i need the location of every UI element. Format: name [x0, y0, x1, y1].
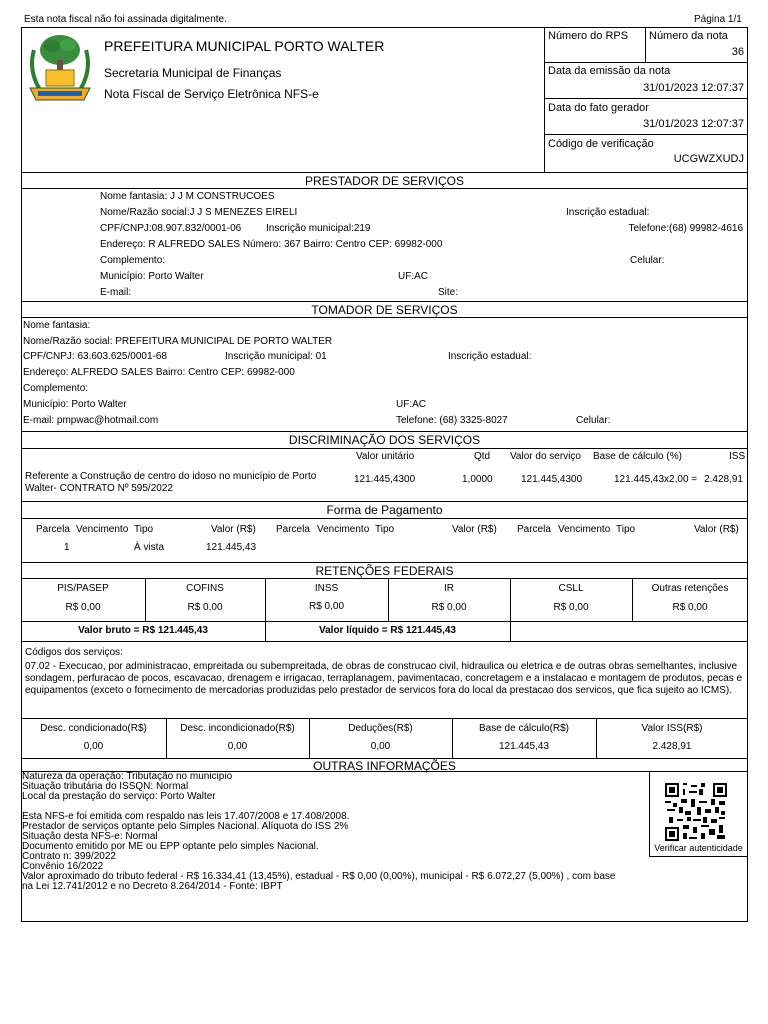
pag-h-valor-1: Valor (R$)	[211, 524, 256, 535]
tomador-uf: UF:AC	[396, 399, 426, 410]
tomador-complemento: Complemento:	[23, 383, 89, 394]
ret-csll-value: R$ 0,00	[553, 602, 589, 613]
col-valor-unitario: Valor unitário	[356, 451, 415, 462]
doc-type: Nota Fiscal de Serviço Eletrônica NFS-e	[104, 87, 319, 101]
tomador-title: TOMADOR DE SERVIÇOS	[311, 303, 458, 317]
outras-line: Situação desta NFS-e: Normal	[22, 831, 158, 842]
tomador-insc-estadual: Inscrição estadual:	[448, 351, 532, 362]
valor-bruto: Valor bruto = R$ 121.445,43	[78, 625, 208, 636]
page-number: Página 1/1	[694, 14, 742, 25]
ret-inss-label: INSS	[314, 583, 339, 594]
deducoes-value: 0,00	[370, 741, 391, 752]
nota-number: 36	[731, 46, 744, 58]
pag-tipo: À vista	[134, 542, 165, 553]
ret-cofins-label: COFINS	[186, 583, 224, 594]
prestador-celular: Celular:	[630, 255, 665, 266]
col-valor-servico: Valor do serviço	[510, 451, 581, 462]
tomador-endereco: Endereço: ALFREDO SALES Bairro: Centro CEP: 69982-000	[23, 367, 295, 378]
prestador-insc-municipal: Inscrição municipal:219	[266, 223, 371, 234]
retencoes-title: RETENÇÕES FEDERAIS	[315, 564, 454, 578]
sign-notice: Esta nota fiscal não foi assinada digitalmente.	[24, 14, 227, 25]
secretaria: Secretaria Municipal de Finanças	[104, 66, 282, 80]
valor-iss-value: 2.428,91	[652, 741, 692, 752]
pag-h-parcela-1: Parcela	[36, 524, 70, 535]
municipality-title: PREFEITURA MUNICIPAL PORTO WALTER	[104, 38, 385, 54]
prestador-telefone: Telefone:(68) 99982-4616	[628, 223, 743, 234]
pag-h-tipo-2: Tipo	[375, 524, 395, 535]
desc-condicionado-value: 0,00	[83, 741, 104, 752]
prestador-complemento: Complemento:	[100, 255, 166, 266]
servico-valor: 121.445,4300	[521, 474, 583, 485]
outras-line: Situação tributária do ISSQN: Normal	[22, 781, 189, 792]
qr-code[interactable]	[665, 783, 727, 841]
pag-h-valor-3: Valor (R$)	[694, 524, 739, 535]
codigo-label: Código de verificação	[548, 138, 654, 150]
outras-line: Esta NFS-e foi emitida com respaldo nas leis 17.407/2008 e 17.408/2008.	[22, 811, 350, 822]
valor-iss-label: Valor ISS(R$)	[641, 723, 703, 734]
tomador-cnpj: CPF/CNPJ: 63.603.625/0001-68	[23, 351, 167, 362]
servico-valor-unitario: 121.445,4300	[354, 474, 416, 485]
pag-h-tipo-3: Tipo	[616, 524, 636, 535]
ret-ir-value: R$ 0,00	[431, 602, 467, 613]
pag-h-vencimento-1: Vencimento	[76, 524, 129, 535]
ret-inss-value: R$ 0,00	[308, 601, 345, 612]
outras-title: OUTRAS INFORMAÇÕES	[313, 759, 456, 773]
pagamento-title: Forma de Pagamento	[326, 503, 443, 517]
outras-line: Contrato n: 399/2022	[22, 851, 116, 862]
nota-label: Número da nota	[649, 30, 728, 42]
codigos-text: 07.02 - Execucao, por administracao, empreitada ou subempreitada, de obras de construcao civil, hidraulica ou eletrica e de outras obras semelhantes, inclusive sondagem, perfuracao de pocos, escavacao, drenagem e irrigacao, terraplanagem, pavimentacao, concretagem e a instalacao e montagem de produtos, pecas e equipamentos (exceto o fornecimento de mercadorias produzidas pelo prestador de servicos fora do local da prestacao dos servicos, que fica sujeito ao ICMS).	[25, 661, 743, 696]
prestador-razao: Nome/Razão social:J J S MENEZES EIRELI	[100, 207, 298, 218]
outras-lines	[22, 772, 615, 892]
outras-line: Convênio 16/2022	[22, 861, 104, 872]
prestador-cnpj: CPF/CNPJ:08.907.832/0001-06	[100, 223, 242, 234]
pag-h-parcela-3: Parcela	[517, 524, 551, 535]
desc-incondicionado-value: 0,00	[227, 741, 248, 752]
ret-outras-label: Outras retenções	[651, 583, 729, 594]
prestador-insc-estadual: Inscrição estadual:	[566, 207, 650, 218]
coat-of-arms-logo	[26, 30, 94, 105]
pag-h-vencimento-2: Vencimento	[317, 524, 370, 535]
servico-descricao: Referente a Construção de centro do idoso no município de Porto Walter- CONTRATO Nº 595/2022	[25, 471, 317, 494]
ret-csll-label: CSLL	[558, 583, 584, 594]
pag-h-vencimento-3: Vencimento	[558, 524, 611, 535]
prestador-fantasia: Nome fantasia: J J M CONSTRUCOES	[100, 191, 275, 202]
outras-line: Prestador de serviços optante pelo Simples Nacional. Alíquota do ISS 2%	[22, 821, 349, 832]
valor-liquido: Valor líquido = R$ 121.445,43	[318, 625, 456, 636]
emissao-label: Data da emissão da nota	[548, 65, 671, 77]
pag-h-valor-2: Valor (R$)	[452, 524, 497, 535]
base-calculo-value: 121.445,43	[498, 741, 550, 752]
prestador-uf: UF:AC	[398, 271, 428, 282]
tomador-razao: Nome/Razão social: PREFEITURA MUNICIPAL DE PORTO WALTER	[23, 336, 333, 347]
prestador-email: E-mail:	[100, 287, 132, 298]
outras-line: Documento emitido por ME ou EPP optante pelo simples Nacional.	[22, 841, 319, 852]
desc-incondicionado-label: Desc. incondicionado(R$)	[180, 723, 295, 734]
prestador-municipio: Município: Porto Walter	[100, 271, 204, 282]
ret-cofins-value: R$ 0,00	[187, 602, 223, 613]
tomador-celular: Celular:	[576, 415, 611, 426]
desc-condicionado-label: Desc. condicionado(R$)	[40, 723, 147, 734]
prestador-endereco: Endereço: R ALFREDO SALES Número: 367 Bairro: Centro CEP: 69982-000	[100, 239, 443, 250]
tomador-fantasia: Nome fantasia:	[23, 320, 91, 331]
col-base-calculo: Base de cálculo (%)	[593, 451, 682, 462]
deducoes-label: Deduções(R$)	[348, 723, 413, 734]
prestador-site: Site:	[438, 287, 459, 298]
outras-line: na Lei 12.741/2012 e no Decreto 8.264/2014 - Fonte: IBPT	[22, 881, 283, 892]
emissao-date: 31/01/2023 12:07:37	[643, 82, 744, 94]
pag-parcela: 1	[64, 542, 70, 553]
servicos-title: DISCRIMINAÇÃO DOS SERVIÇOS	[288, 433, 481, 447]
pag-h-parcela-2: Parcela	[276, 524, 310, 535]
col-qtd: Qtd	[474, 451, 491, 462]
codigo-verificacao: UCGWZXUDJ	[673, 153, 744, 165]
ret-outras-value: R$ 0,00	[672, 602, 708, 613]
fato-date: 31/01/2023 12:07:37	[643, 118, 744, 130]
tomador-municipio: Município: Porto Walter	[23, 399, 127, 410]
rps-label: Número do RPS	[548, 30, 629, 42]
tomador-email: E-mail: pmpwac@hotmail.com	[23, 415, 159, 426]
pag-h-tipo-1: Tipo	[134, 524, 154, 535]
tomador-telefone: Telefone: (68) 3325-8027	[396, 415, 508, 426]
pag-valor: 121.445,43	[206, 542, 257, 553]
outras-line: Valor aproximado do tributo federal - R$ 16.334,41 (13,45%), estadual - R$ 0,00 (0,00%), municipal - R$ 6.072,27 (5,00%) , com base	[22, 871, 616, 882]
servico-iss: 2.428,91	[704, 474, 743, 485]
outras-line: Natureza da operação: Tributação no municipio	[22, 771, 233, 782]
fato-label: Data do fato gerador	[548, 102, 649, 114]
servico-base: 121.445,43x2,00 =	[614, 474, 698, 485]
col-iss: ISS	[729, 451, 746, 462]
ret-pis-value: R$ 0,00	[65, 602, 101, 613]
prestador-title: PRESTADOR DE SERVIÇOS	[305, 174, 464, 188]
tomador-insc-municipal: Inscrição municipal: 01	[225, 351, 327, 362]
ret-ir-label: IR	[444, 583, 454, 594]
base-calculo-label: Base de cálculo(R$)	[478, 723, 570, 734]
servico-qtd: 1,0000	[462, 474, 493, 485]
verificar-autenticidade[interactable]: Verificar autenticidade	[654, 843, 743, 853]
codigos-label: Códigos dos serviços:	[25, 647, 123, 658]
ret-pis-label: PIS/PASEP	[57, 583, 109, 594]
outras-line: Local da prestação do serviço: Porto Walter	[22, 791, 216, 802]
